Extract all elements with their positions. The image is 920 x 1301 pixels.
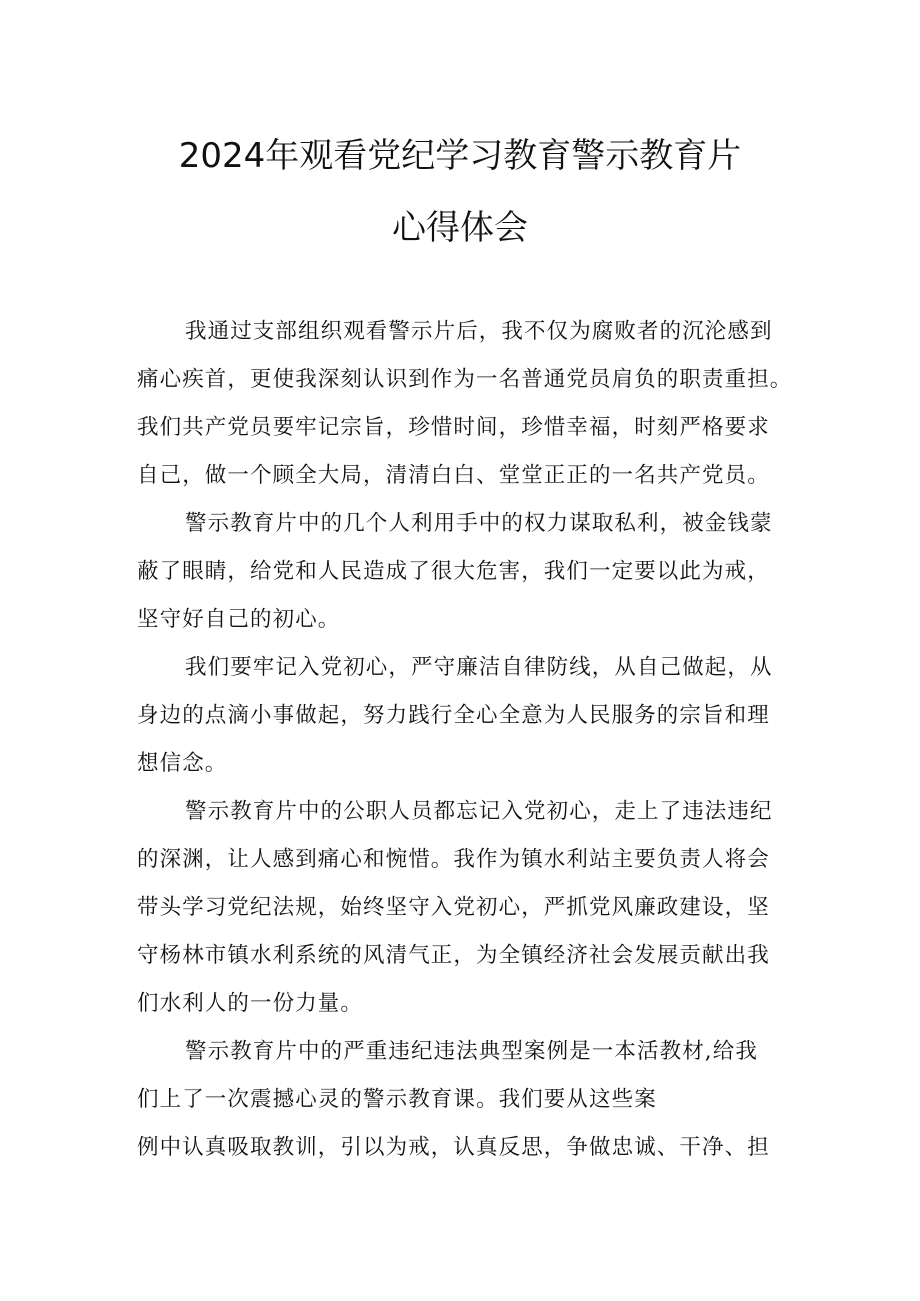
document-body [137,312,797,1176]
paragraph-2-line-3: 坚守好自己的初心。 [137,607,341,632]
paragraph-5-line-2: 们上了一次震撼心灵的警示教育课。我们要从这些案 [137,1087,657,1112]
paragraph-1-line-2: 痛心疾首，更使我深刻认识到作为一名普通党员肩负的职责重担。 [137,367,793,392]
paragraph-2-line-2: 蔽了眼睛，给党和人民造成了很大危害，我们一定要以此为戒， [137,559,770,584]
paragraph-2-line-1: 警示教育片中的几个人利用手中的权力谋取私利，被金钱蒙 [185,511,773,536]
paragraph-1-line-3: 我们共产党员要牢记宗旨，珍惜时间，珍惜幸福，时刻严格要求 [137,415,770,440]
paragraph-3-line-1: 我们要牢记入党初心，严守廉洁自律防线，从自己做起，从 [185,655,773,680]
paragraph-5-line-3: 例中认真吸取教训，引以为戒，认真反思，争做忠诚、干净、担 [137,1135,770,1160]
paragraph-1-line-1: 我通过支部组织观看警示片后，我不仅为腐败者的沉沦感到 [185,319,773,344]
paragraph-3-line-3: 想信念。 [137,751,228,776]
paragraph-4-line-1: 警示教育片中的公职人员都忘记入党初心，走上了违法违纪 [185,799,773,824]
document-title-line-1: 2024年观看党纪学习教育警示教育片 [178,136,742,176]
paragraph-4-line-3: 带头学习党纪法规，始终坚守入党初心，严抓党风廉政建设，坚 [137,895,770,920]
paragraph-1-line-4: 自己，做一个顾全大局，清清白白、堂堂正正的一名共产党员。 [137,463,770,488]
document-title-line-2: 心得体会 [392,208,528,248]
paragraph-3-line-2: 身边的点滴小事做起，努力践行全心全意为人民服务的宗旨和理 [137,703,770,728]
paragraph-4-line-5: 们水利人的一份力量。 [137,991,364,1016]
paragraph-4-line-4: 守杨林市镇水利系统的风清气正，为全镇经济社会发展贡献出我 [137,943,770,968]
paragraph-5-line-1: 警示教育片中的严重违纪违法典型案例是一本活教材,给我 [185,1039,758,1064]
paragraph-4-line-2: 的深渊，让人感到痛心和惋惜。我作为镇水利站主要负责人将会 [137,847,770,872]
